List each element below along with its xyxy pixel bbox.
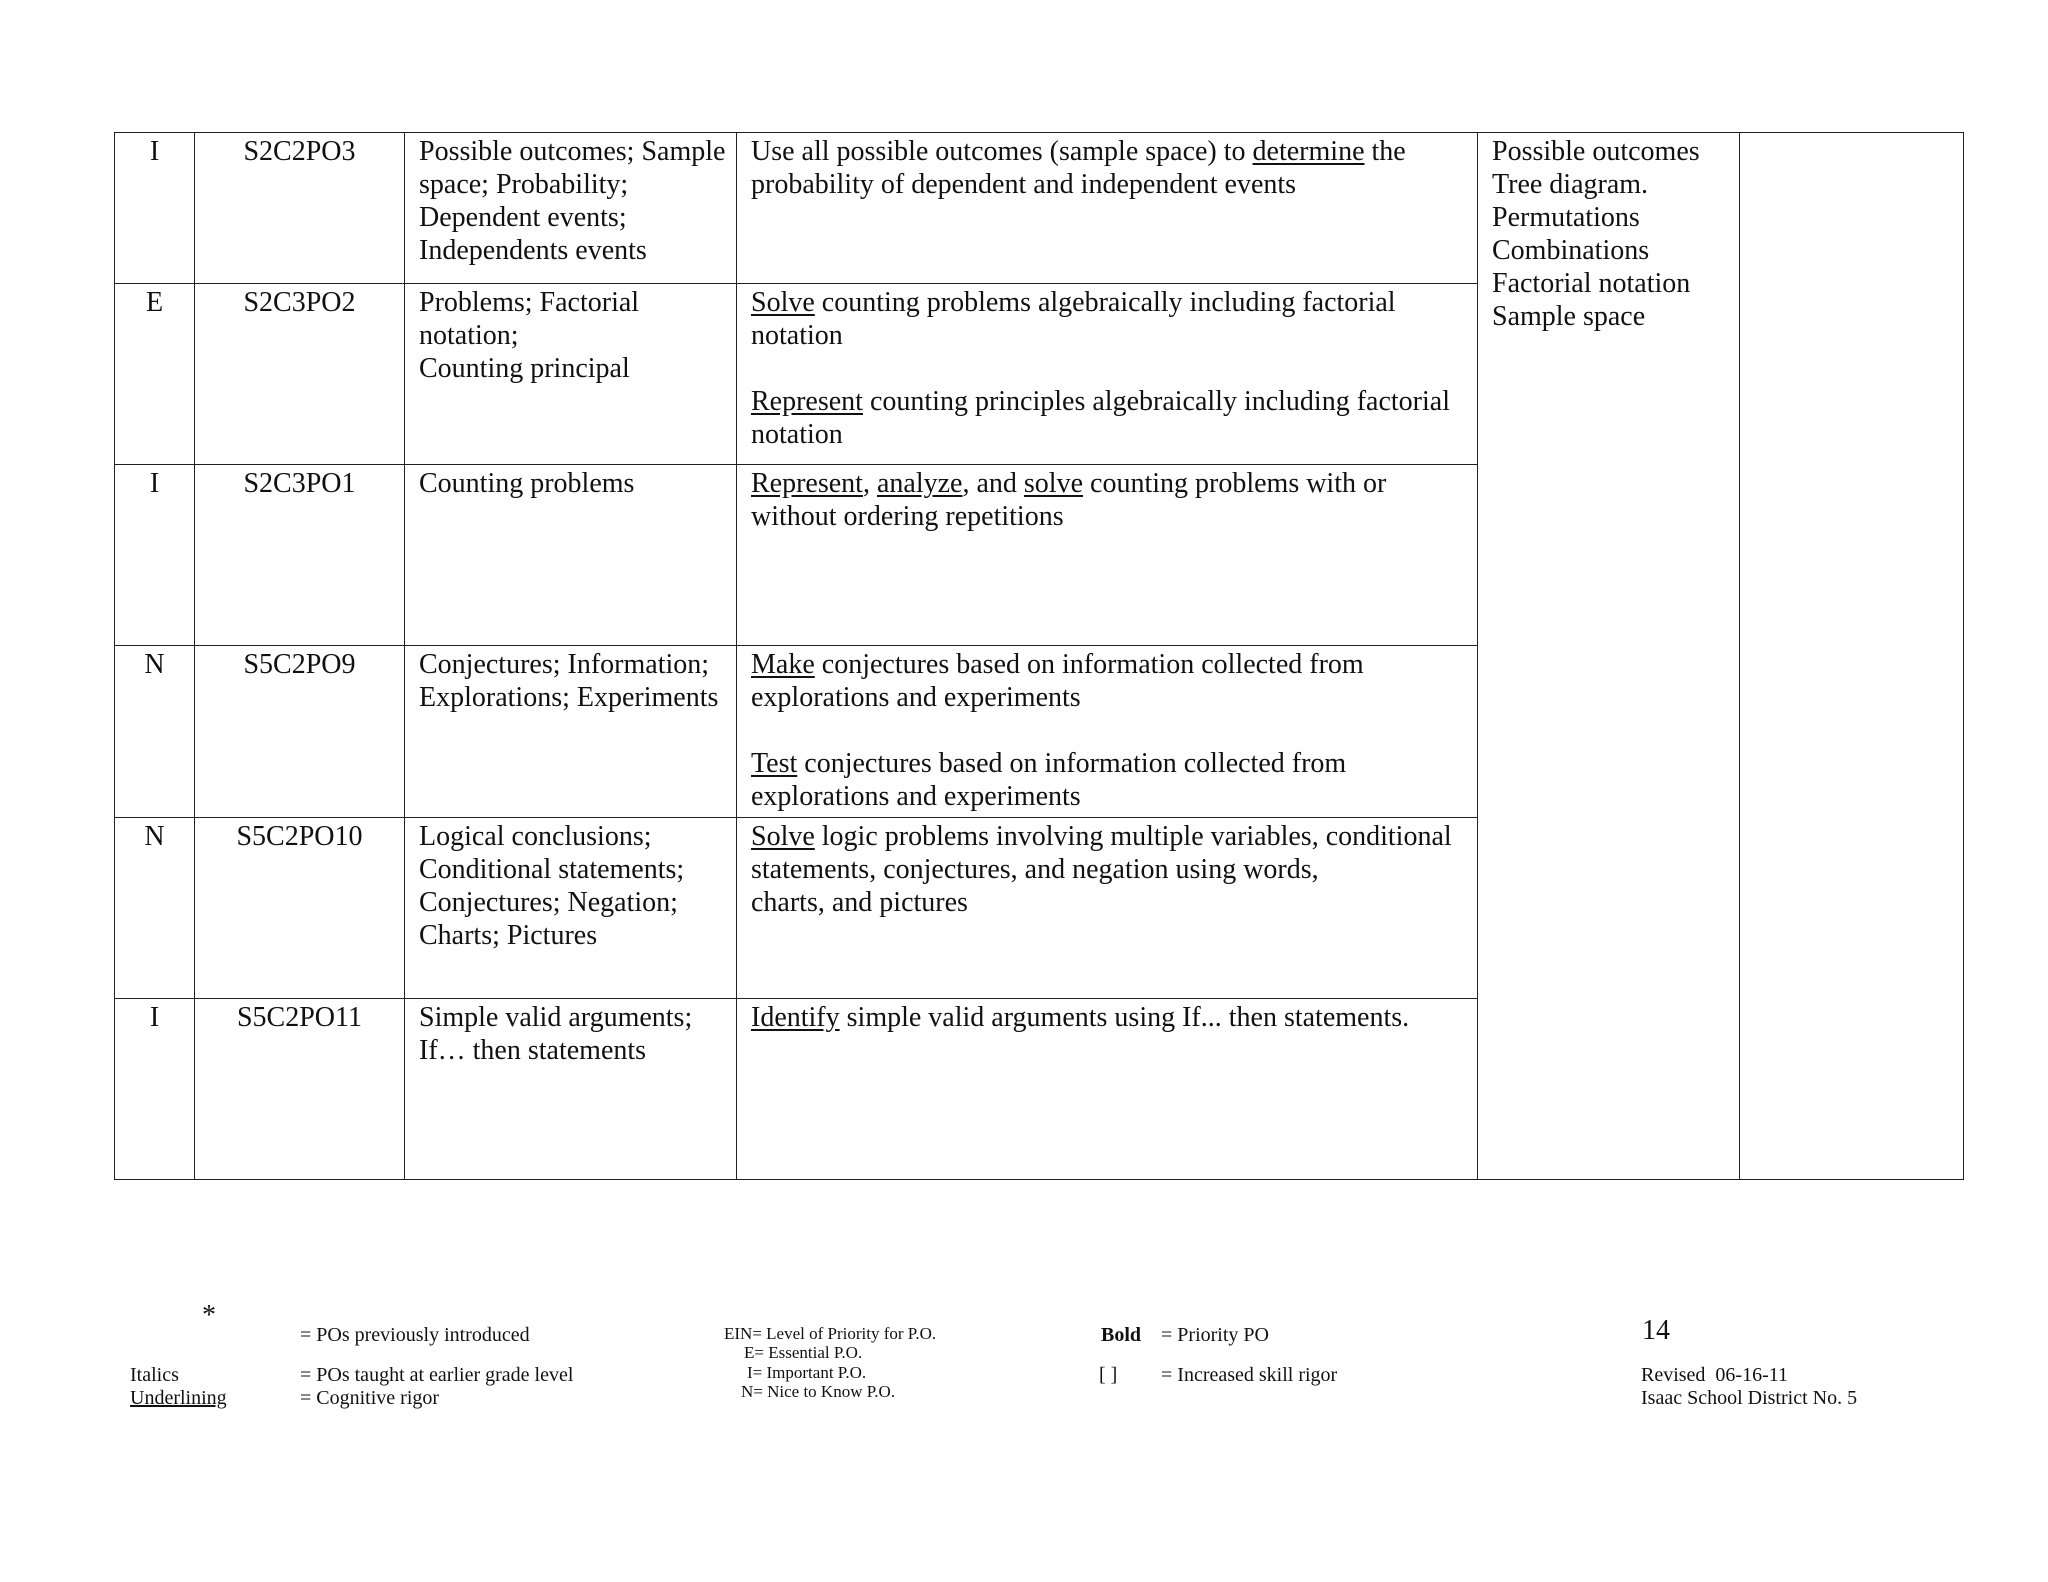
footer-ein-essential: E= Essential P.O. — [744, 1343, 863, 1362]
objective-line — [751, 135, 1469, 168]
objective-line — [751, 681, 1469, 714]
objective-text: Use all possible outcomes (sample space) to — [751, 136, 1253, 167]
objective-text: explorations and experiments — [751, 682, 1081, 713]
priority-level-cell: N — [115, 818, 195, 999]
objective-text: conjectures based on information collected from — [797, 748, 1347, 779]
objective-line — [751, 500, 1469, 533]
objective-text: charts, and pictures — [751, 887, 968, 918]
vocabulary-item: Possible outcomes — [1492, 136, 1700, 167]
objective-cell — [737, 133, 1478, 284]
objective-line — [751, 286, 1469, 319]
footer-page-number: 14 — [1642, 1315, 1670, 1346]
objective-line — [751, 385, 1469, 418]
objective-text: conjectures based on information collected from — [814, 649, 1364, 680]
objective-text: counting principles algebraically including factorial — [862, 386, 1450, 417]
objective-line — [751, 1001, 1469, 1034]
cognitive-verb: determine — [1252, 136, 1365, 167]
content-cell — [405, 133, 737, 284]
objective-text: counting problems algebraically including factorial — [814, 287, 1396, 318]
cognitive-verb: Identify — [751, 1002, 840, 1033]
content-line: Counting principal — [419, 353, 630, 384]
footer-bold-label: Bold — [1101, 1324, 1142, 1346]
objective-line — [751, 319, 1469, 352]
footer-italics-desc: = POs taught at earlier grade level — [300, 1364, 574, 1386]
objective-text: the — [1364, 136, 1406, 167]
paragraph-gap — [751, 714, 1469, 747]
cognitive-verb: Represent — [751, 468, 863, 499]
footer-revised: Revised 06-16-11 — [1641, 1364, 1789, 1386]
footer-brackets-desc: = Increased skill rigor — [1161, 1364, 1338, 1386]
objective-text: without ordering repetitions — [751, 501, 1064, 532]
content-line: Possible outcomes; Sample — [419, 136, 726, 167]
objective-text: simple valid arguments using If... then statements. — [839, 1002, 1410, 1033]
priority-level-cell: I — [115, 999, 195, 1180]
po-code-cell: S5C2PO11 — [195, 999, 405, 1180]
cognitive-verb: Test — [751, 748, 798, 779]
footer-underlining-label: Underlining — [130, 1387, 227, 1409]
objective-text: statements, conjectures, and negation using words, — [751, 854, 1319, 885]
objective-line — [751, 747, 1469, 780]
content-line: Conjectures; Negation; — [419, 887, 678, 918]
content-line: Dependent events; — [419, 202, 627, 233]
priority-level-cell: N — [115, 646, 195, 818]
objective-text: logic problems involving multiple variables, conditional — [814, 821, 1452, 852]
footer-previously-introduced: = POs previously introduced — [300, 1324, 530, 1346]
curriculum-table — [114, 132, 1964, 1180]
footer-district: Isaac School District No. 5 — [1641, 1387, 1858, 1409]
po-code-cell: S5C2PO10 — [195, 818, 405, 999]
cognitive-verb: Make — [751, 649, 815, 680]
vocabulary-item: Factorial notation — [1492, 268, 1691, 299]
priority-level-cell: E — [115, 284, 195, 465]
po-code-cell: S2C3PO1 — [195, 465, 405, 646]
objective-line — [751, 168, 1469, 201]
content-line: notation; — [419, 320, 519, 351]
objective-text: notation — [751, 320, 843, 351]
content-cell — [405, 646, 737, 818]
content-line: Conditional statements; — [419, 854, 685, 885]
objective-cell — [737, 818, 1478, 999]
cognitive-verb: Represent — [751, 386, 863, 417]
vocabulary-item: Sample space — [1492, 301, 1646, 332]
footer-ein-title: EIN= Level of Priority for P.O. — [724, 1324, 937, 1343]
content-line: Conjectures; Information; — [419, 649, 710, 680]
objective-text: counting problems with or — [1083, 468, 1387, 499]
po-code-cell: S2C2PO3 — [195, 133, 405, 284]
objective-line — [751, 820, 1469, 853]
footer-asterisk: * — [202, 1300, 216, 1331]
objective-line — [751, 467, 1469, 500]
vocabulary-item: Permutations — [1492, 202, 1640, 233]
objective-line — [751, 886, 1469, 919]
objective-line — [751, 418, 1469, 451]
objective-line — [751, 780, 1469, 813]
content-line: Simple valid arguments; — [419, 1002, 693, 1033]
content-line: Independents events — [419, 235, 647, 266]
content-line: Logical conclusions; — [419, 821, 652, 852]
objective-cell — [737, 646, 1478, 818]
footer-ein-nice: N= Nice to Know P.O. — [741, 1382, 896, 1401]
content-line: Problems; Factorial — [419, 287, 640, 318]
empty-resources-cell — [1740, 133, 1964, 1180]
footer-brackets-label: [ ] — [1099, 1364, 1118, 1386]
footer-italics-label: Italics — [130, 1364, 179, 1386]
footer-underlining-desc: = Cognitive rigor — [300, 1387, 440, 1409]
vocabulary-item: Tree diagram. — [1492, 169, 1649, 200]
cognitive-verb: analyze — [876, 468, 963, 499]
footer-ein-important: I= Important P.O. — [747, 1363, 867, 1382]
objective-text: explorations and experiments — [751, 781, 1081, 812]
footer-bold-desc: = Priority PO — [1161, 1324, 1269, 1346]
objective-line — [751, 648, 1469, 681]
vocabulary-item: Combinations — [1492, 235, 1650, 266]
objective-text: probability of dependent and independent events — [751, 169, 1297, 200]
content-cell — [405, 284, 737, 465]
objective-cell — [737, 999, 1478, 1180]
table-row — [115, 133, 1964, 284]
content-line: Charts; Pictures — [419, 920, 598, 951]
priority-level-cell: I — [115, 133, 195, 284]
po-code-cell: S5C2PO9 — [195, 646, 405, 818]
vocabulary-cell — [1478, 133, 1740, 1180]
content-cell — [405, 465, 737, 646]
priority-level-cell: I — [115, 465, 195, 646]
cognitive-verb: solve — [1023, 468, 1084, 499]
paragraph-gap — [751, 352, 1469, 385]
content-line: Counting problems — [419, 468, 635, 499]
objective-text: , and — [962, 468, 1024, 499]
table-body — [115, 133, 1964, 1180]
objective-line — [751, 853, 1469, 886]
po-code-cell: S2C3PO2 — [195, 284, 405, 465]
cognitive-verb: Solve — [751, 287, 815, 318]
cognitive-verb: Solve — [751, 821, 815, 852]
objective-text: , — [862, 468, 877, 499]
content-cell — [405, 999, 737, 1180]
content-line: space; Probability; — [419, 169, 629, 200]
content-line: If… then statements — [419, 1035, 647, 1066]
objective-cell — [737, 284, 1478, 465]
objective-text: notation — [751, 419, 843, 450]
content-cell — [405, 818, 737, 999]
content-line: Explorations; Experiments — [419, 682, 719, 713]
objective-cell — [737, 465, 1478, 646]
